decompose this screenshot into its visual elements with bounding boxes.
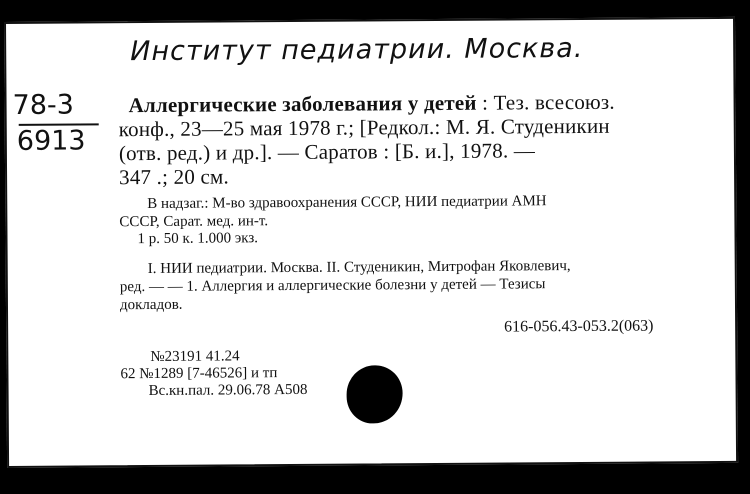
entry-line-7: 1 р. 50 к. 1.000 экз. xyxy=(137,230,259,248)
entry-title-rest: : Тез. всесоюз. xyxy=(476,89,615,115)
catalog-card xyxy=(4,17,738,468)
entry-line-5: В надзаг.: М-во здравоохранения СССР, НИИ педиатрии АМН xyxy=(147,193,547,213)
stamp-line-1: №23191 41.24 xyxy=(150,348,240,365)
entry-line-3: (отв. ред.) и др.]. — Саратов : [Б. и.], 1978. — xyxy=(118,138,536,166)
entry-line-9: ред. — — 1. Аллергия и аллергические болезни у детей — Тезисы xyxy=(119,276,546,296)
handwritten-inventory-number: 6913 xyxy=(16,125,86,157)
handwritten-institute: Институт педиатрии. Москва. xyxy=(130,32,584,68)
udc-code: 616-056.43-053.2(063) xyxy=(504,317,654,336)
entry-line-4: 347 .; 20 см. xyxy=(119,164,229,190)
entry-line-10: докладов. xyxy=(119,296,183,314)
entry-line-8: I. НИИ педиатрии. Москва. II. Студеникин, Митрофан Яковлевич, xyxy=(147,258,571,278)
entry-title: Аллергические заболевания у детей xyxy=(128,90,477,118)
entry-line-2: конф., 23—25 мая 1978 г.; [Редкол.: М. Я. Студеникин xyxy=(118,113,610,142)
stamp-line-3: Вс.кн.пал. 29.06.78 А508 xyxy=(148,381,308,399)
stamp-line-2: 62 №1289 [7-46526] и тп xyxy=(120,365,278,383)
ink-blot xyxy=(346,365,402,423)
handwritten-shelf-mark: 78-3 xyxy=(12,89,74,121)
entry-line-6: СССР, Сарат. мед. ин-т. xyxy=(119,213,269,231)
